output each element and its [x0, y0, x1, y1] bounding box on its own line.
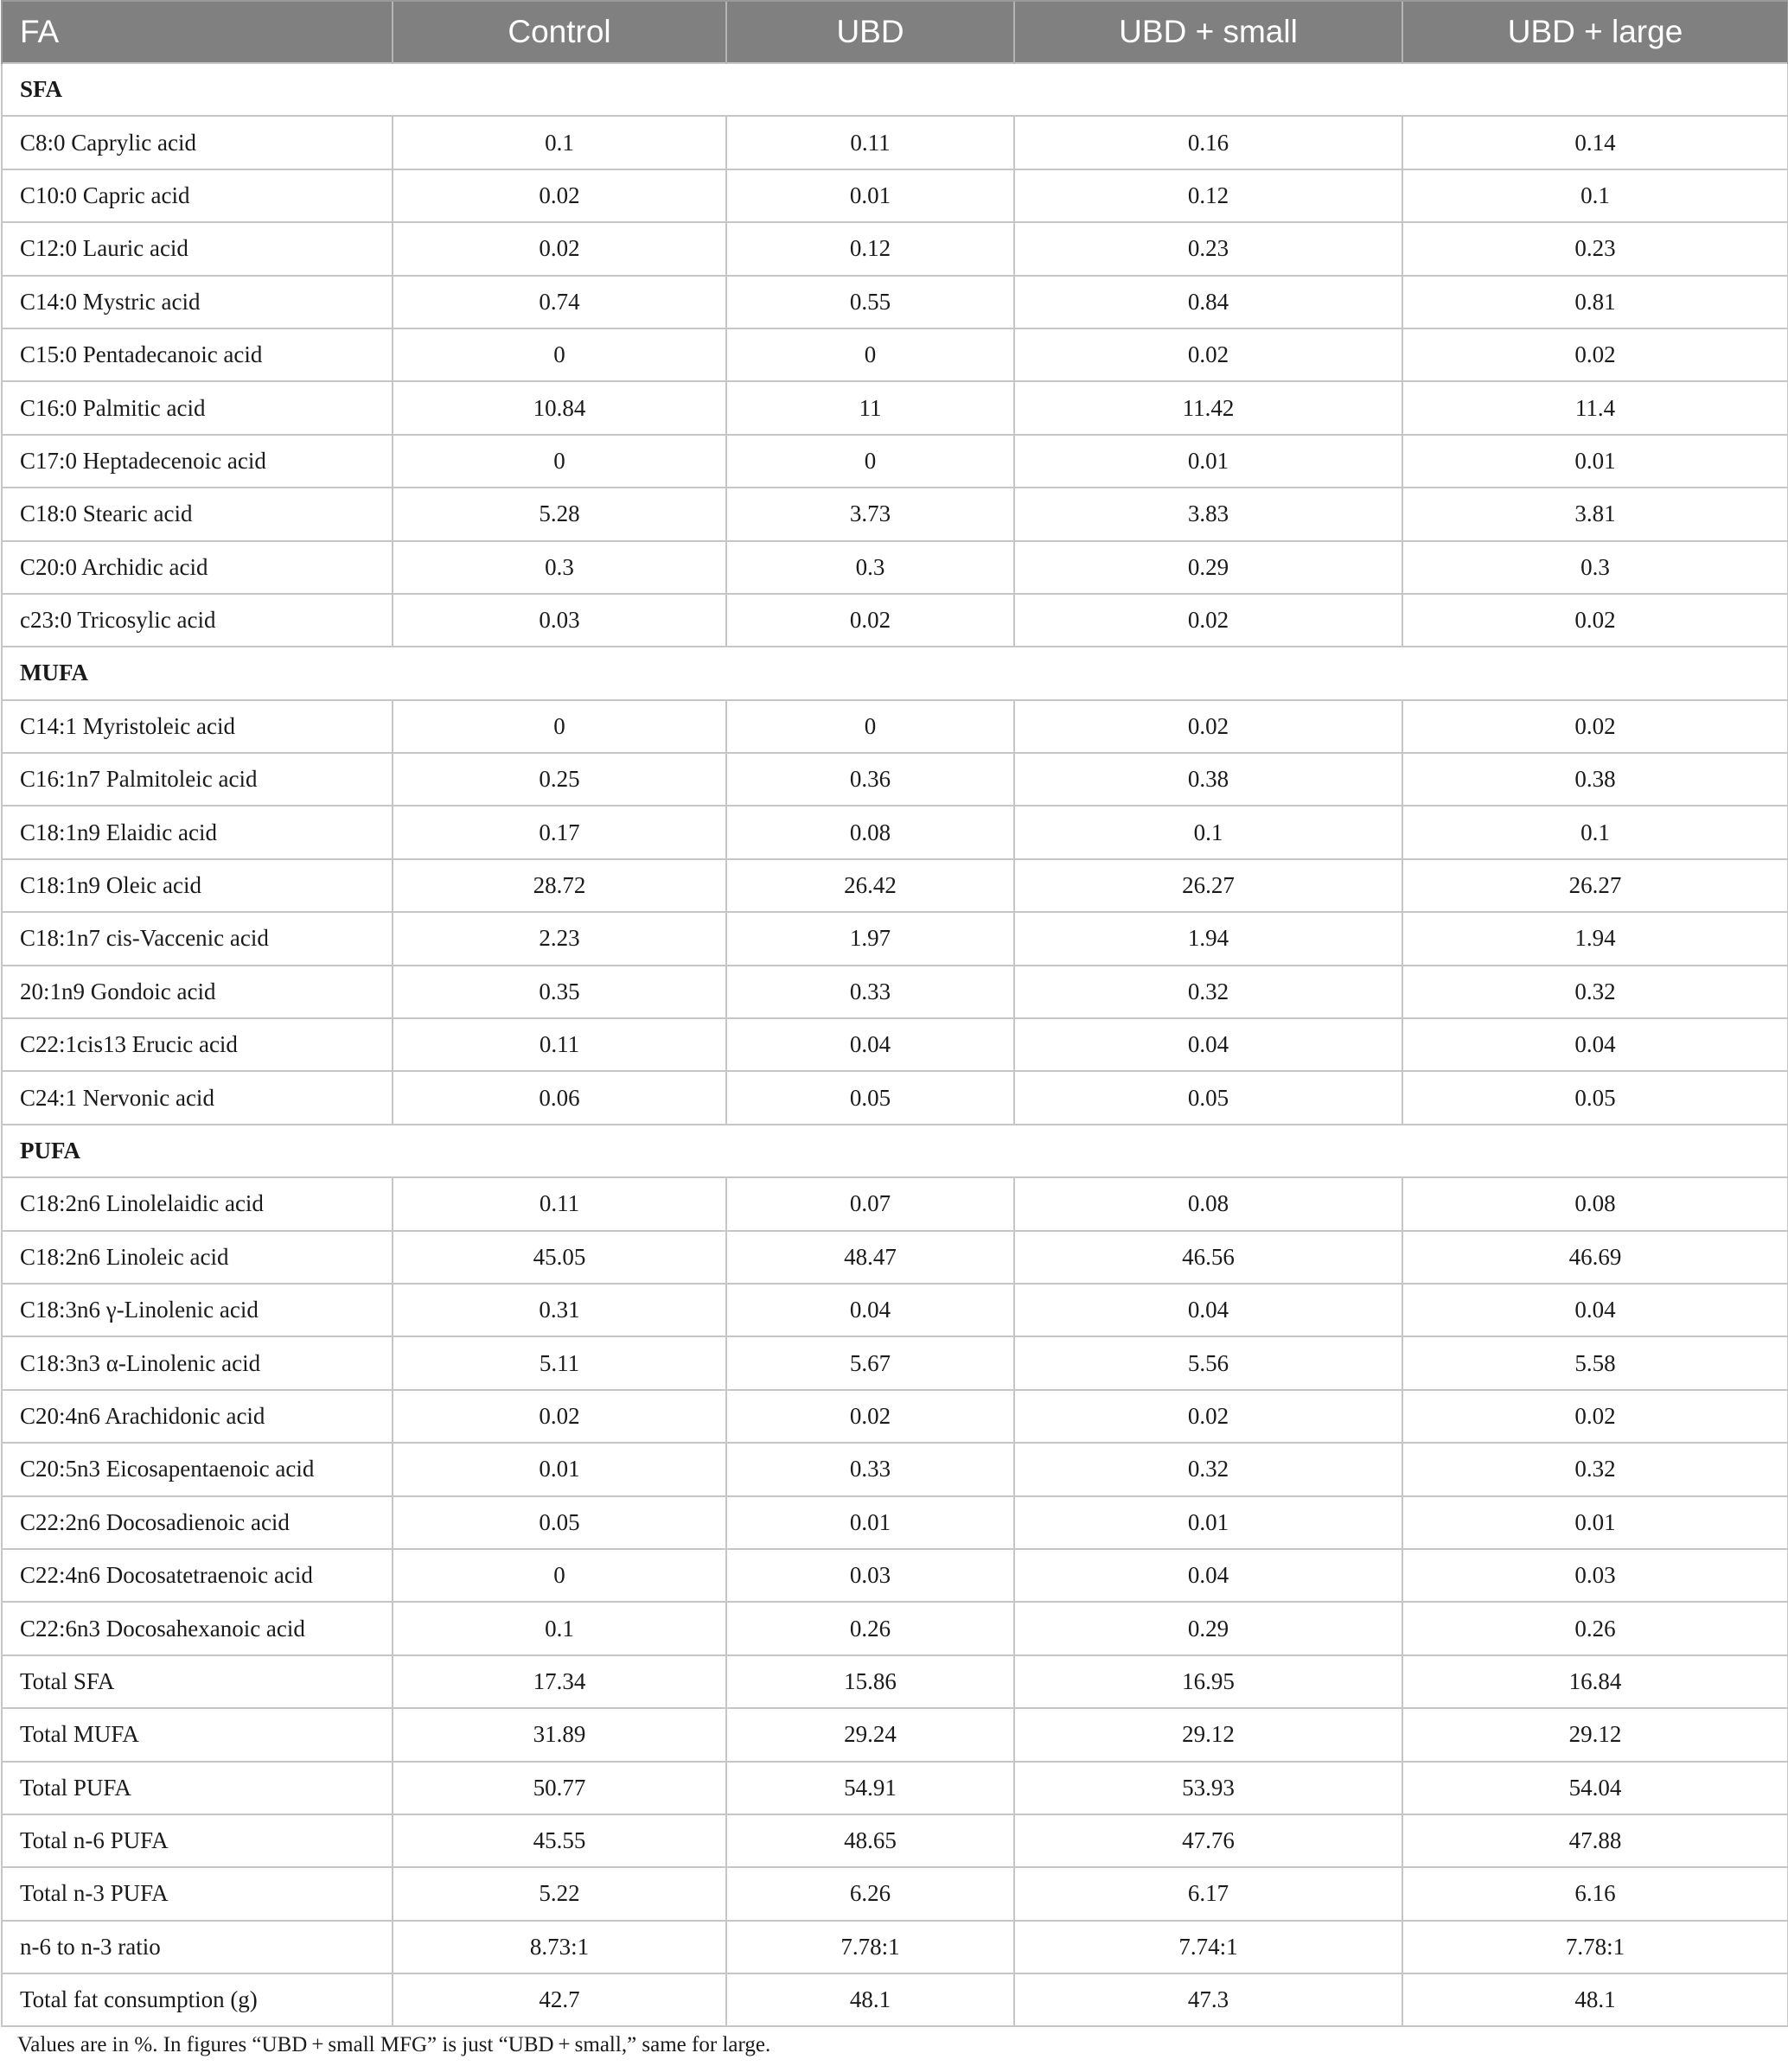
cell-fa: C12:0 Lauric acid [2, 222, 393, 275]
cell-ubd-small: 0.02 [1014, 594, 1402, 647]
cell-fa: C20:4n6 Arachidonic acid [2, 1390, 393, 1443]
cell-ubd: 29.24 [726, 1708, 1014, 1761]
cell-ubd: 0.03 [726, 1549, 1014, 1602]
cell-ubd-large: 0.32 [1402, 966, 1788, 1018]
cell-ubd: 54.91 [726, 1762, 1014, 1814]
cell-ubd-small: 0.01 [1014, 435, 1402, 488]
cell-ubd-large: 0.26 [1402, 1602, 1788, 1654]
cell-control: 45.55 [393, 1814, 726, 1867]
cell-control: 0.1 [393, 1602, 726, 1654]
cell-fa: C16:0 Palmitic acid [2, 381, 393, 434]
cell-ubd: 0.08 [726, 806, 1014, 858]
cell-ubd-large: 0.1 [1402, 169, 1788, 222]
cell-ubd: 0.05 [726, 1071, 1014, 1124]
cell-ubd-small: 0.29 [1014, 1602, 1402, 1654]
cell-ubd-small: 0.38 [1014, 753, 1402, 806]
cell-ubd-large: 7.78:1 [1402, 1921, 1788, 1973]
cell-ubd-large: 0.02 [1402, 1390, 1788, 1443]
table-row [2, 806, 1788, 858]
cell-ubd-small: 47.76 [1014, 1814, 1402, 1867]
cell-control: 17.34 [393, 1655, 726, 1708]
table-row [2, 541, 1788, 594]
table-row [2, 1177, 1788, 1230]
cell-fa: C22:6n3 Docosahexanoic acid [2, 1602, 393, 1654]
cell-ubd-small: 0.32 [1014, 1443, 1402, 1495]
section-row [2, 1125, 1788, 1177]
cell-ubd-large: 6.16 [1402, 1867, 1788, 1920]
cell-ubd-large: 47.88 [1402, 1814, 1788, 1867]
table-row [2, 1549, 1788, 1602]
table-header [2, 1, 1788, 63]
cell-control: 5.11 [393, 1336, 726, 1389]
cell-ubd-large: 3.81 [1402, 488, 1788, 540]
cell-ubd-small: 0.04 [1014, 1549, 1402, 1602]
cell-ubd-small: 47.3 [1014, 1973, 1402, 2026]
table-row [2, 912, 1788, 965]
cell-ubd: 5.67 [726, 1336, 1014, 1389]
cell-ubd-large: 0.05 [1402, 1071, 1788, 1124]
cell-fa: C18:2n6 Linolelaidic acid [2, 1177, 393, 1230]
table-row [2, 966, 1788, 1018]
cell-fa: C15:0 Pentadecanoic acid [2, 328, 393, 381]
cell-control: 0.1 [393, 116, 726, 169]
cell-ubd-small: 29.12 [1014, 1708, 1402, 1761]
cell-fa: Total n-6 PUFA [2, 1814, 393, 1867]
header-cell-fa: FA [2, 1, 393, 63]
table-row [2, 381, 1788, 434]
cell-fa: C18:2n6 Linoleic acid [2, 1231, 393, 1284]
cell-control: 0.74 [393, 276, 726, 328]
cell-ubd-large: 0.02 [1402, 594, 1788, 647]
cell-ubd: 0.04 [726, 1018, 1014, 1071]
cell-ubd-small: 0.16 [1014, 116, 1402, 169]
section-row [2, 63, 1788, 116]
cell-ubd-large: 11.4 [1402, 381, 1788, 434]
cell-ubd: 11 [726, 381, 1014, 434]
cell-ubd-small: 26.27 [1014, 859, 1402, 912]
header-cell-control: Control [393, 1, 726, 63]
cell-ubd-small: 6.17 [1014, 1867, 1402, 1920]
cell-control: 0.3 [393, 541, 726, 594]
cell-ubd-large: 16.84 [1402, 1655, 1788, 1708]
cell-fa: C18:1n9 Oleic acid [2, 859, 393, 912]
cell-ubd-large: 0.81 [1402, 276, 1788, 328]
cell-ubd-large: 0.32 [1402, 1443, 1788, 1495]
cell-ubd: 0.04 [726, 1284, 1014, 1336]
cell-ubd-large: 1.94 [1402, 912, 1788, 965]
cell-fa: Total PUFA [2, 1762, 393, 1814]
cell-ubd-small: 0.1 [1014, 806, 1402, 858]
table-row [2, 1071, 1788, 1124]
table-row [2, 488, 1788, 540]
cell-ubd-large: 26.27 [1402, 859, 1788, 912]
cell-ubd: 6.26 [726, 1867, 1014, 1920]
table-row [2, 1018, 1788, 1071]
cell-ubd-small: 0.01 [1014, 1496, 1402, 1549]
cell-fa: C18:1n9 Elaidic acid [2, 806, 393, 858]
cell-fa: Total n-3 PUFA [2, 1867, 393, 1920]
cell-ubd-small: 0.05 [1014, 1071, 1402, 1124]
table-row [2, 1443, 1788, 1495]
table-row [2, 1921, 1788, 1973]
cell-ubd: 0.02 [726, 594, 1014, 647]
cell-control: 2.23 [393, 912, 726, 965]
cell-control: 0.11 [393, 1018, 726, 1071]
cell-ubd: 48.65 [726, 1814, 1014, 1867]
cell-ubd-small: 0.84 [1014, 276, 1402, 328]
cell-ubd: 48.47 [726, 1231, 1014, 1284]
cell-ubd: 0.55 [726, 276, 1014, 328]
cell-ubd-large: 5.58 [1402, 1336, 1788, 1389]
cell-control: 5.22 [393, 1867, 726, 1920]
section-heading: MUFA [2, 647, 1788, 699]
table-row [2, 594, 1788, 647]
table-row [2, 1973, 1788, 2026]
cell-ubd: 0.33 [726, 1443, 1014, 1495]
cell-ubd-small: 3.83 [1014, 488, 1402, 540]
cell-ubd-large: 0.3 [1402, 541, 1788, 594]
table-row [2, 1655, 1788, 1708]
section-heading: SFA [2, 63, 1788, 116]
fatty-acid-table [1, 0, 1788, 2027]
cell-fa: C22:2n6 Docosadienoic acid [2, 1496, 393, 1549]
header-row [2, 1, 1788, 63]
cell-control: 50.77 [393, 1762, 726, 1814]
cell-fa: C14:1 Myristoleic acid [2, 700, 393, 753]
cell-ubd-large: 0.38 [1402, 753, 1788, 806]
table-row [2, 1284, 1788, 1336]
cell-ubd-large: 54.04 [1402, 1762, 1788, 1814]
cell-control: 0.25 [393, 753, 726, 806]
cell-fa: C16:1n7 Palmitoleic acid [2, 753, 393, 806]
cell-fa: C8:0 Caprylic acid [2, 116, 393, 169]
cell-fa: C18:1n7 cis-Vaccenic acid [2, 912, 393, 965]
cell-ubd-small: 0.04 [1014, 1018, 1402, 1071]
cell-ubd-small: 0.29 [1014, 541, 1402, 594]
cell-control: 42.7 [393, 1973, 726, 2026]
table-row [2, 1496, 1788, 1549]
cell-ubd-small: 11.42 [1014, 381, 1402, 434]
cell-fa: C22:4n6 Docosatetraenoic acid [2, 1549, 393, 1602]
cell-fa: C18:3n6 γ-Linolenic acid [2, 1284, 393, 1336]
cell-ubd-small: 0.02 [1014, 1390, 1402, 1443]
cell-ubd-small: 53.93 [1014, 1762, 1402, 1814]
cell-fa: C17:0 Heptadecenoic acid [2, 435, 393, 488]
cell-fa: Total SFA [2, 1655, 393, 1708]
cell-control: 0.02 [393, 169, 726, 222]
cell-control: 0.02 [393, 222, 726, 275]
table-row [2, 1814, 1788, 1867]
cell-control: 0.11 [393, 1177, 726, 1230]
table-row [2, 1231, 1788, 1284]
cell-control: 10.84 [393, 381, 726, 434]
table-row [2, 1867, 1788, 1920]
cell-ubd-small: 0.23 [1014, 222, 1402, 275]
cell-fa: C18:3n3 α-Linolenic acid [2, 1336, 393, 1389]
cell-ubd-large: 0.01 [1402, 435, 1788, 488]
cell-ubd-small: 0.32 [1014, 966, 1402, 1018]
cell-control: 0 [393, 700, 726, 753]
cell-fa: C20:5n3 Eicosapentaenoic acid [2, 1443, 393, 1495]
cell-ubd-large: 0.02 [1402, 328, 1788, 381]
cell-ubd: 0.07 [726, 1177, 1014, 1230]
cell-fa: C18:0 Stearic acid [2, 488, 393, 540]
table-row [2, 1762, 1788, 1814]
cell-fa: C22:1cis13 Erucic acid [2, 1018, 393, 1071]
cell-ubd: 1.97 [726, 912, 1014, 965]
cell-ubd-large: 46.69 [1402, 1231, 1788, 1284]
cell-ubd-large: 48.1 [1402, 1973, 1788, 2026]
cell-ubd: 0.02 [726, 1390, 1014, 1443]
table-row [2, 1336, 1788, 1389]
cell-control: 0 [393, 1549, 726, 1602]
table-row [2, 169, 1788, 222]
table-row [2, 222, 1788, 275]
header-cell-ubd: UBD [726, 1, 1014, 63]
cell-ubd-large: 0.02 [1402, 700, 1788, 753]
cell-ubd-small: 0.02 [1014, 328, 1402, 381]
cell-ubd: 0.11 [726, 116, 1014, 169]
cell-control: 45.05 [393, 1231, 726, 1284]
cell-ubd: 7.78:1 [726, 1921, 1014, 1973]
table-row [2, 700, 1788, 753]
cell-control: 0.01 [393, 1443, 726, 1495]
cell-ubd: 0.01 [726, 1496, 1014, 1549]
cell-ubd-large: 29.12 [1402, 1708, 1788, 1761]
cell-fa: C10:0 Capric acid [2, 169, 393, 222]
table-row [2, 859, 1788, 912]
cell-ubd-large: 0.04 [1402, 1284, 1788, 1336]
cell-ubd-small: 5.56 [1014, 1336, 1402, 1389]
cell-ubd-small: 0.12 [1014, 169, 1402, 222]
cell-fa: Total MUFA [2, 1708, 393, 1761]
cell-ubd-small: 0.02 [1014, 700, 1402, 753]
cell-fa: C24:1 Nervonic acid [2, 1071, 393, 1124]
cell-ubd-small: 7.74:1 [1014, 1921, 1402, 1973]
header-cell-ubd-small: UBD + small [1014, 1, 1402, 63]
cell-ubd: 0 [726, 328, 1014, 381]
table-row [2, 1390, 1788, 1443]
cell-ubd: 0.33 [726, 966, 1014, 1018]
table-row [2, 753, 1788, 806]
table-row [2, 1602, 1788, 1654]
cell-fa: Total fat consumption (g) [2, 1973, 393, 2026]
cell-control: 0.05 [393, 1496, 726, 1549]
cell-ubd: 48.1 [726, 1973, 1014, 2026]
cell-ubd-large: 0.04 [1402, 1018, 1788, 1071]
cell-control: 0 [393, 435, 726, 488]
cell-control: 0.17 [393, 806, 726, 858]
cell-ubd-large: 0.23 [1402, 222, 1788, 275]
cell-ubd-large: 0.03 [1402, 1549, 1788, 1602]
cell-control: 0.03 [393, 594, 726, 647]
cell-ubd: 0.01 [726, 169, 1014, 222]
cell-ubd: 0.36 [726, 753, 1014, 806]
cell-ubd: 0.26 [726, 1602, 1014, 1654]
cell-ubd: 0.3 [726, 541, 1014, 594]
cell-fa: 20:1n9 Gondoic acid [2, 966, 393, 1018]
cell-control: 8.73:1 [393, 1921, 726, 1973]
table-footnote: Values are in %. In figures “UBD + small MFG” is just “UBD + small,” same for large. [17, 2033, 771, 2056]
table-row [2, 116, 1788, 169]
cell-control: 0.02 [393, 1390, 726, 1443]
cell-ubd-large: 0.14 [1402, 116, 1788, 169]
cell-fa: n-6 to n-3 ratio [2, 1921, 393, 1973]
cell-ubd-small: 16.95 [1014, 1655, 1402, 1708]
table-row [2, 328, 1788, 381]
cell-control: 28.72 [393, 859, 726, 912]
cell-control: 31.89 [393, 1708, 726, 1761]
cell-ubd: 0 [726, 700, 1014, 753]
cell-control: 5.28 [393, 488, 726, 540]
cell-ubd-large: 0.1 [1402, 806, 1788, 858]
cell-ubd: 26.42 [726, 859, 1014, 912]
cell-ubd-large: 0.01 [1402, 1496, 1788, 1549]
table-body [2, 63, 1788, 2026]
cell-fa: C20:0 Archidic acid [2, 541, 393, 594]
table-row [2, 276, 1788, 328]
cell-ubd-small: 1.94 [1014, 912, 1402, 965]
cell-ubd-small: 0.04 [1014, 1284, 1402, 1336]
cell-control: 0.31 [393, 1284, 726, 1336]
cell-fa: c23:0 Tricosylic acid [2, 594, 393, 647]
cell-ubd-small: 0.08 [1014, 1177, 1402, 1230]
section-row [2, 647, 1788, 699]
cell-ubd: 0.12 [726, 222, 1014, 275]
table-row [2, 435, 1788, 488]
section-heading: PUFA [2, 1125, 1788, 1177]
cell-ubd-large: 0.08 [1402, 1177, 1788, 1230]
cell-control: 0 [393, 328, 726, 381]
cell-control: 0.35 [393, 966, 726, 1018]
cell-ubd: 3.73 [726, 488, 1014, 540]
header-cell-ubd-large: UBD + large [1402, 1, 1788, 63]
cell-ubd: 0 [726, 435, 1014, 488]
cell-control: 0.06 [393, 1071, 726, 1124]
cell-ubd: 15.86 [726, 1655, 1014, 1708]
cell-ubd-small: 46.56 [1014, 1231, 1402, 1284]
cell-fa: C14:0 Mystric acid [2, 276, 393, 328]
table-row [2, 1708, 1788, 1761]
